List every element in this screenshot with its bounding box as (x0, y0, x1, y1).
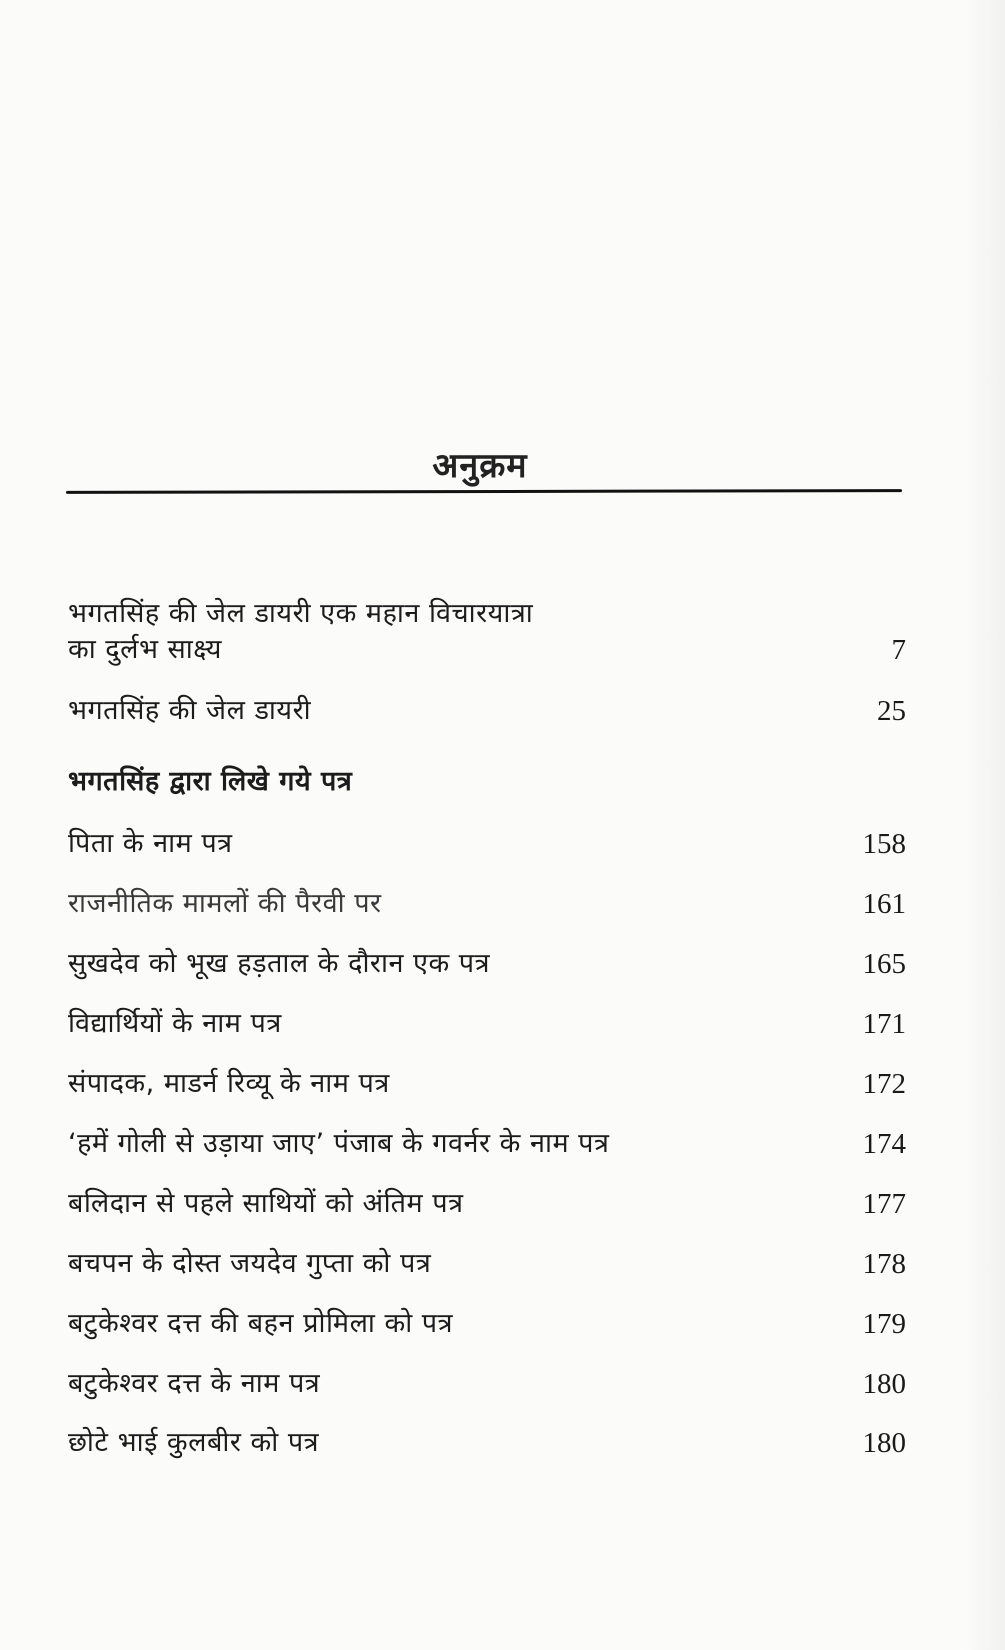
toc-entry-label: भगतसिंह की जेल डायरी (68, 695, 312, 726)
toc-entry-page: 174 (862, 1128, 906, 1160)
toc-entry[interactable] (68, 1416, 906, 1466)
toc-entry-page: 178 (862, 1248, 906, 1280)
toc-entry[interactable] (68, 1297, 906, 1347)
toc-entry[interactable] (68, 598, 906, 673)
toc-entry-page: 180 (862, 1427, 906, 1459)
toc-entry-label: विद्यार्थियों के नाम पत्र (68, 1008, 282, 1039)
toc-entry[interactable] (68, 877, 906, 927)
page-title: अनुक्रम (432, 445, 528, 486)
toc-entry-page: 171 (862, 1008, 906, 1040)
toc-entry[interactable] (68, 1177, 906, 1227)
toc-entry-page: 179 (862, 1308, 906, 1340)
toc-entry-label: राजनीतिक मामलों की पैरवी पर (68, 888, 382, 919)
toc-entry-page: 25 (877, 695, 906, 727)
toc-entry[interactable] (68, 997, 906, 1047)
toc-section-heading (68, 755, 906, 805)
toc-entry[interactable] (68, 1357, 906, 1407)
toc-entry-page: 161 (862, 888, 906, 920)
toc-entry[interactable] (68, 684, 906, 734)
toc-entry-label: बटुकेश्वर दत्त के नाम पत्र (68, 1368, 321, 1399)
toc-entry-label: पिता के नाम पत्र (68, 828, 233, 859)
toc-entry-page: 180 (862, 1368, 906, 1400)
title-divider (66, 489, 902, 494)
toc-entry-label: छोटे भाई कुलबीर को पत्र (68, 1427, 320, 1458)
section-heading-label: भगतसिंह द्वारा लिखे गये पत्र (68, 766, 353, 797)
toc-entry-label: का दुर्लभ साक्ष्य (68, 634, 222, 665)
toc-entry[interactable] (68, 1117, 906, 1167)
toc-entry[interactable] (68, 817, 906, 867)
toc-entry-page: 172 (862, 1068, 906, 1100)
toc-entry-label: बचपन के दोस्त जयदेव गुप्ता को पत्र (68, 1248, 432, 1279)
toc-entry[interactable] (68, 1057, 906, 1107)
toc-entry-page: 177 (862, 1188, 906, 1220)
toc-entry-label: बटुकेश्वर दत्त की बहन प्रोमिला को पत्र (68, 1308, 454, 1339)
toc-entry-label: बलिदान से पहले साथियों को अंतिम पत्र (68, 1188, 464, 1219)
page-edge-shadow (965, 0, 1005, 1650)
toc-entry[interactable] (68, 1237, 906, 1287)
toc-entry-page: 165 (862, 948, 906, 980)
toc-entry-label-line1: भगतसिंह की जेल डायरी एक महान विचारयात्रा (68, 598, 534, 629)
toc-entry-page: 158 (862, 828, 906, 860)
toc-entry-label: संपादक, माडर्न रिव्यू के नाम पत्र (68, 1068, 390, 1099)
toc-entry-page: 7 (891, 634, 906, 666)
toc-entry-label: सुखदेव को भूख हड़ताल के दौरान एक पत्र (68, 948, 491, 979)
toc-entry-label: ‘हमें गोली से उड़ाया जाए’ पंजाब के गवर्नर के नाम पत्र (68, 1128, 610, 1159)
toc-entry[interactable] (68, 937, 906, 987)
